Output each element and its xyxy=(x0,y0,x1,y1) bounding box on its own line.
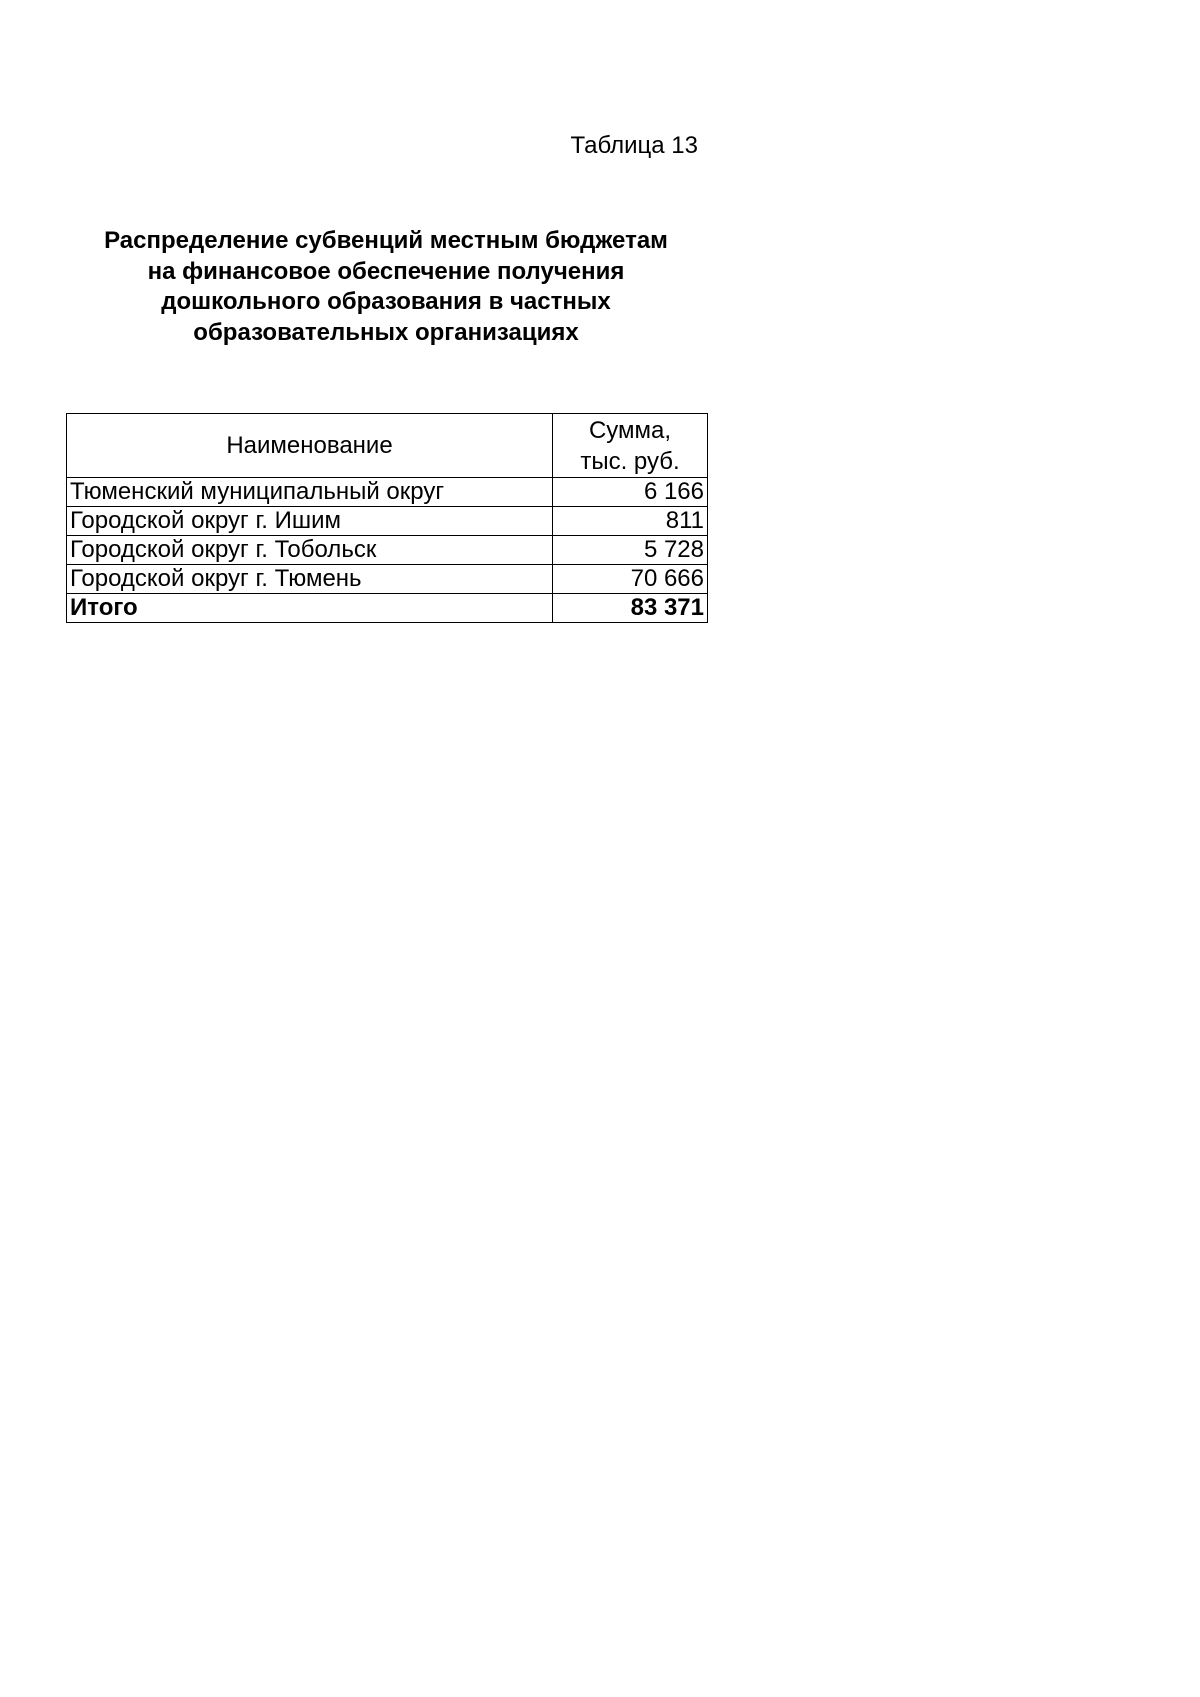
table-row xyxy=(67,536,708,565)
total-sum: 83 371 xyxy=(553,594,708,623)
row-name: Городской округ г. Ишим xyxy=(67,507,553,536)
title-line: дошкольного образования в частных xyxy=(161,288,611,315)
table-row xyxy=(67,565,708,594)
sum-header-line: тыс. руб. xyxy=(580,447,680,475)
table-row xyxy=(67,478,708,507)
total-label: Итого xyxy=(67,594,553,623)
total-row xyxy=(67,594,708,623)
row-sum: 70 666 xyxy=(553,565,708,594)
column-header-name: Наименование xyxy=(67,414,553,478)
row-sum: 6 166 xyxy=(553,478,708,507)
row-name: Городской округ г. Тюмень xyxy=(67,565,553,594)
table-header-row xyxy=(67,414,708,478)
row-sum: 811 xyxy=(553,507,708,536)
column-header-sum xyxy=(553,414,708,478)
title-line: на финансовое обеспечение получения xyxy=(147,257,625,285)
document-title xyxy=(66,226,706,348)
title-line: образовательных организациях xyxy=(193,318,579,346)
table-row xyxy=(67,507,708,536)
subvention-table xyxy=(66,413,708,623)
row-name: Городской округ г. Тобольск xyxy=(67,536,553,565)
row-sum: 5 728 xyxy=(553,536,708,565)
sum-header-line: Сумма, xyxy=(588,416,672,444)
title-line: Распределение субвенций местным бюджетам xyxy=(104,227,668,254)
table-number: Таблица 13 xyxy=(570,132,698,159)
row-name: Тюменский муниципальный округ xyxy=(67,478,553,507)
